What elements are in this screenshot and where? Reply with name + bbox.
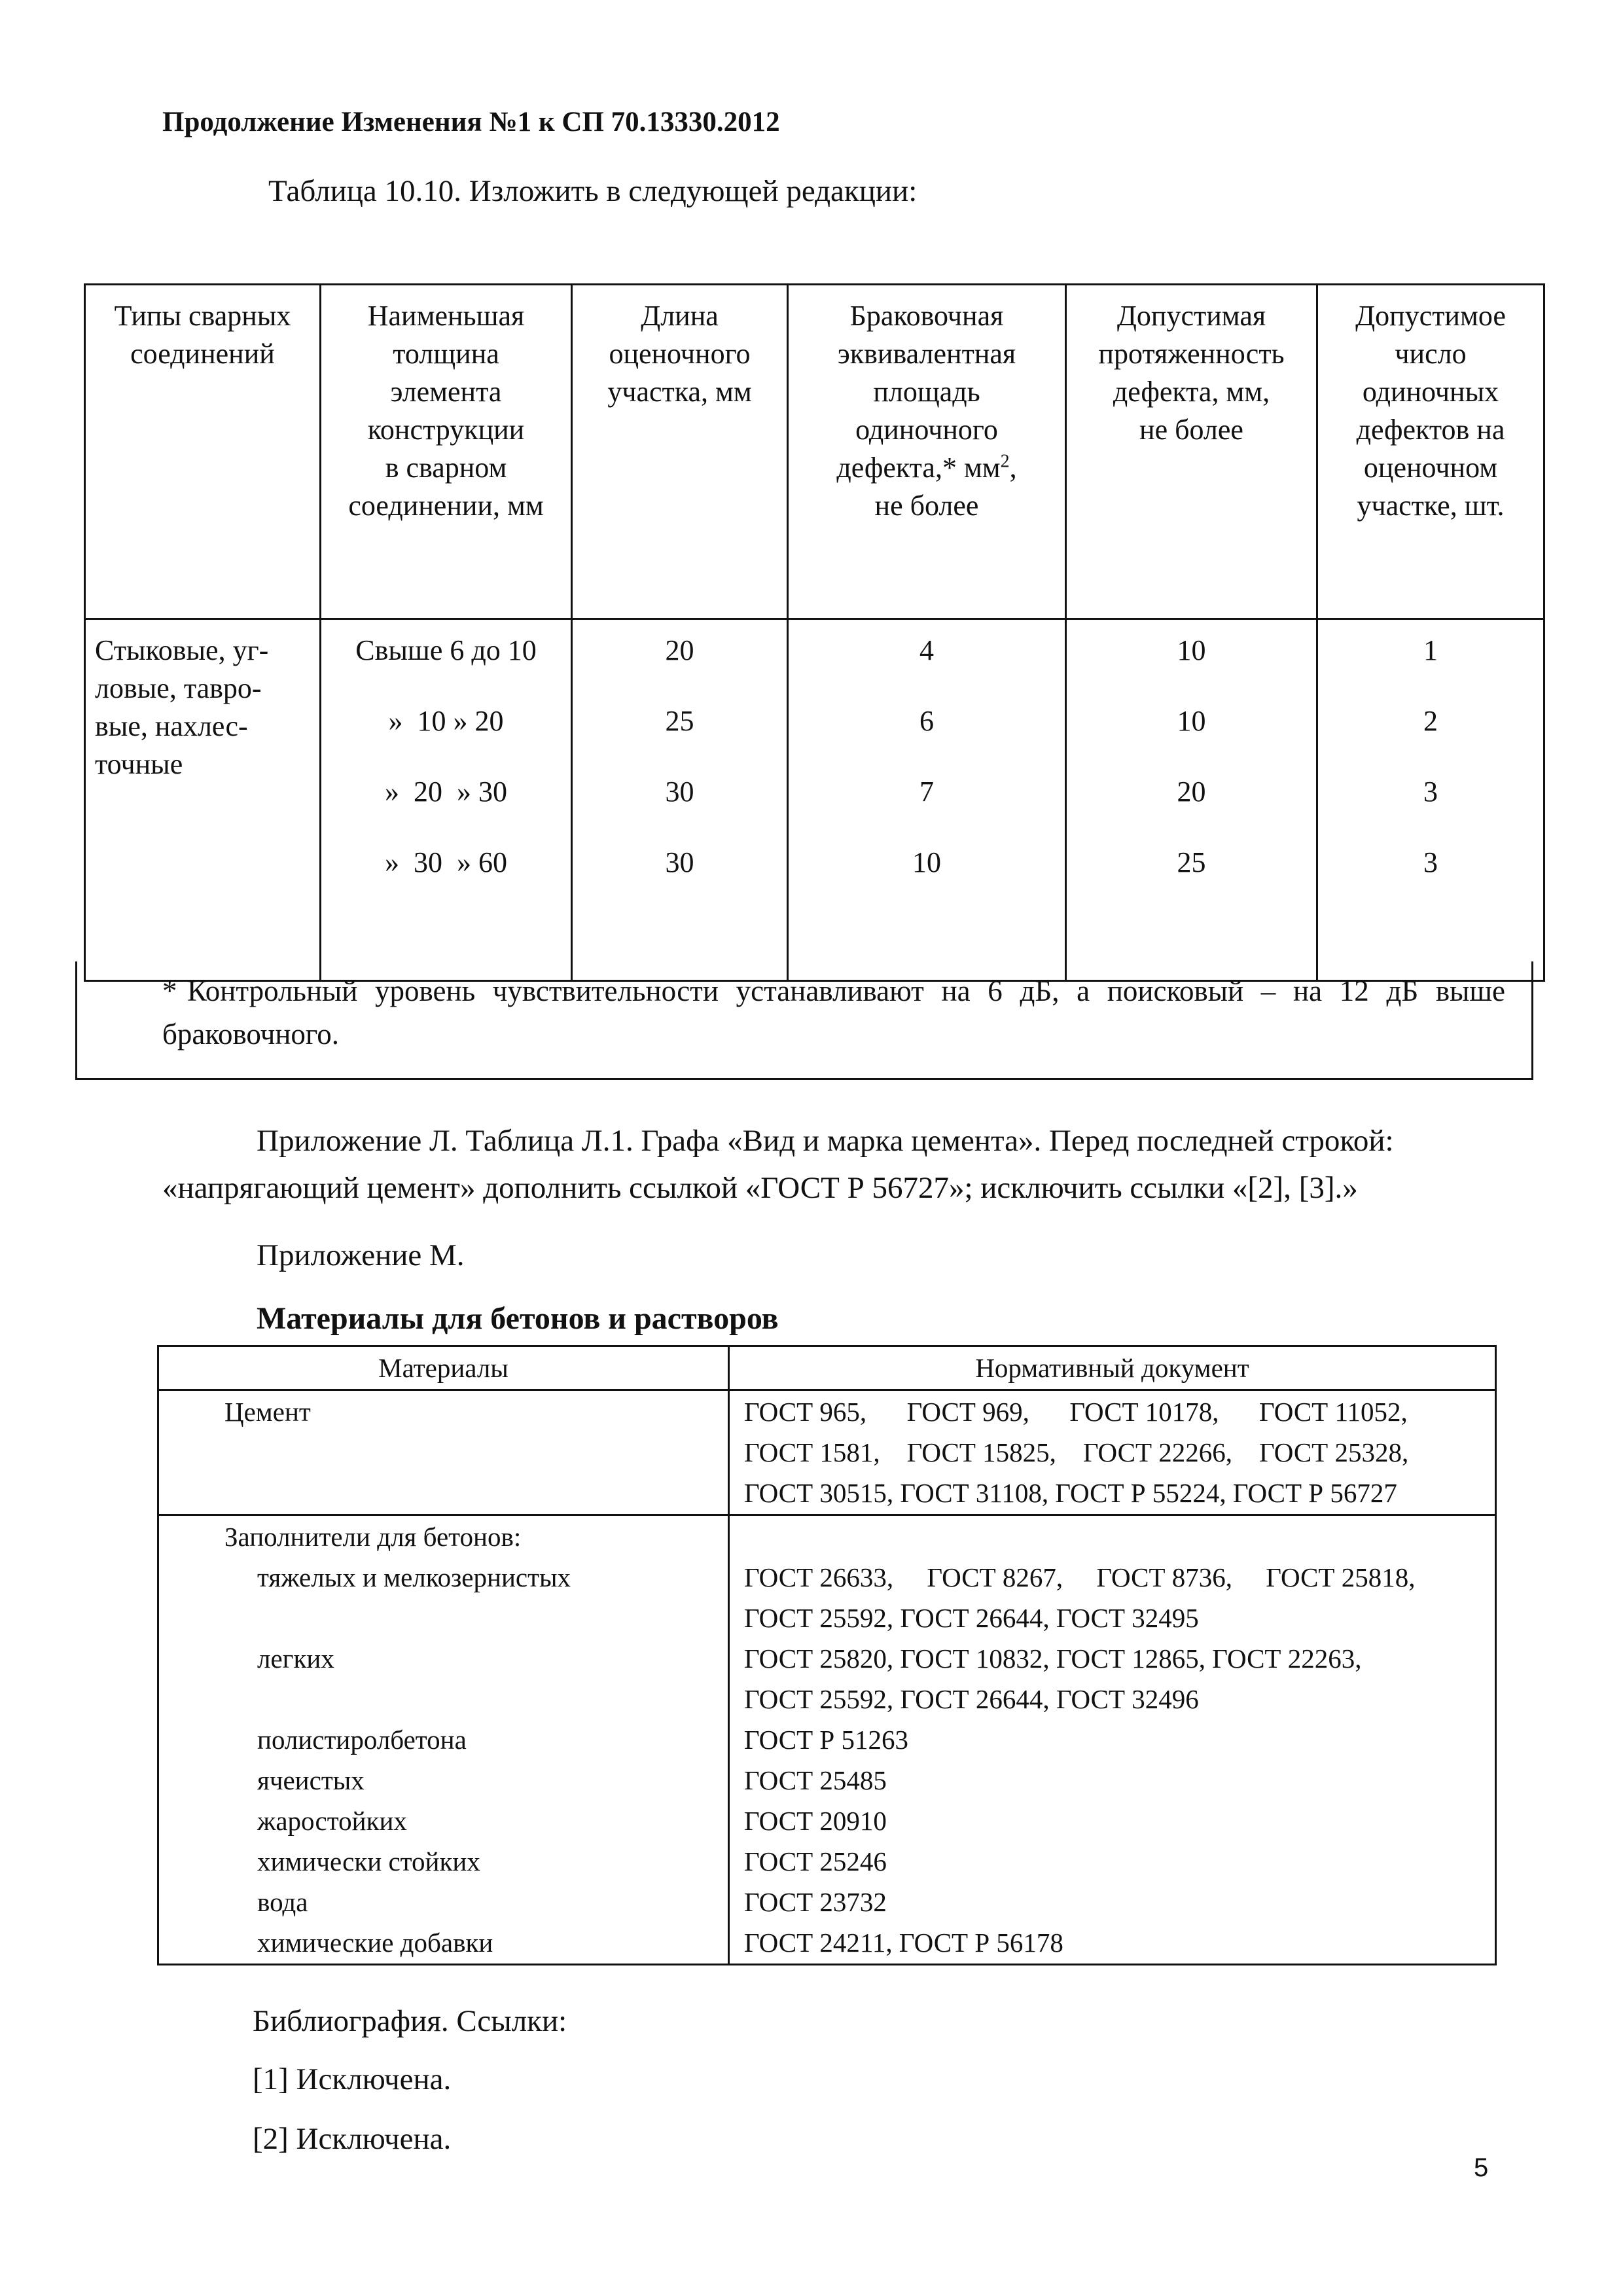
materials-header-row: [158, 1346, 1496, 1390]
cement-label: Цемент: [158, 1390, 729, 1515]
area-cell: 4 6 7 10: [788, 619, 1066, 981]
materials-table: [157, 1345, 1497, 1965]
length-cell: 20 25 30 30: [572, 619, 788, 981]
weld-defects-table: [84, 283, 1545, 982]
bibliography-heading: Библиография. Ссылки:: [253, 2004, 567, 2038]
table-footnote: [75, 961, 1533, 1080]
extent-cell: 10 10 20 25: [1066, 619, 1317, 981]
page-header: Продолжение Изменения №1 к СП 70.13330.2012: [162, 107, 780, 137]
fillers-cell: Заполнители для бетонов: тяжелых и мелкозернистых легких полистиролбетона ячеистых жаростойких химически стойких вода химические добавки: [158, 1515, 729, 1965]
footnote-text: Контрольный уровень чувствительности устанавливают на 6 дБ, а поисковый – на 12 дБ выше браковочного.: [162, 975, 1505, 1050]
table-row: [85, 619, 1544, 981]
header-reject-area: Браковочная эквивалентная площадь одиночного дефекта,* $мм^2$, не более: [788, 285, 1066, 619]
header-normative-doc: Нормативный документ: [729, 1346, 1496, 1390]
fillers-docs: ГОСТ 26633, ГОСТ 8267, ГОСТ 8736, ГОСТ 25818, ГОСТ 25592, ГОСТ 26644, ГОСТ 32495 ГОСТ 25820, ГОСТ 10832, ГОСТ 12865, ГОСТ 22263, ГОСТ 25592, ГОСТ 26644, ГОСТ 32496 ГОСТ Р 51263 ГОСТ 25485 ГОСТ 20910 ГОСТ 25246 ГОСТ 23732 ГОСТ 24211, ГОСТ Р 56178: [729, 1515, 1496, 1965]
header-weld-types: Типы сварных соединений: [85, 285, 321, 619]
header-section-length: Длина оценочного участка, мм: [572, 285, 788, 619]
header-allowed-count: Допустимое число одиночных дефектов на оценочном участке, шт.: [1317, 285, 1544, 619]
paragraph-annex-m: Приложение М.: [257, 1238, 465, 1272]
materials-table-title: Материалы для бетонов и растворов: [257, 1301, 779, 1336]
count-cell: 1 2 3 3: [1317, 619, 1544, 981]
table-intro: Таблица 10.10. Изложить в следующей редакции:: [268, 174, 918, 208]
thickness-cell: Свыше 6 до 10 » 10 » 20 » 20 » 30 » 30 » 60: [321, 619, 572, 981]
reference-2: [2] Исключена.: [253, 2122, 452, 2156]
header-materials: Материалы: [158, 1346, 729, 1390]
weld-types-cell: Стыковые, уг- ловые, тавро- вые, нахлес- точные: [85, 619, 321, 981]
page-number: 5: [1474, 2153, 1489, 2182]
paragraph-annex-l-line1: Приложение Л. Таблица Л.1. Графа «Вид и марка цемента». Перед последней строкой:: [257, 1124, 1394, 1158]
reference-1: [1] Исключена.: [253, 2062, 452, 2096]
header-allowed-extent: Допустимая протяженность дефекта, мм, не более: [1066, 285, 1317, 619]
header-min-thickness: Наименьшая толщина элемента конструкции в сварном соединении, мм: [321, 285, 572, 619]
cement-docs: ГОСТ 965, ГОСТ 969, ГОСТ 10178, ГОСТ 11052, ГОСТ 1581, ГОСТ 15825, ГОСТ 22266, ГОСТ 25328, ГОСТ 30515, ГОСТ 31108, ГОСТ Р 55224, ГОСТ Р 56727: [729, 1390, 1496, 1515]
paragraph-annex-l-line2: «напрягающий цемент» дополнить ссылкой «ГОСТ Р 56727»; исключить ссылки «[2], [3].»: [162, 1171, 1358, 1205]
table-row: [158, 1515, 1496, 1965]
footnote-star: *: [162, 975, 177, 1007]
table-header-row: [85, 285, 1544, 619]
table-row: [158, 1390, 1496, 1515]
